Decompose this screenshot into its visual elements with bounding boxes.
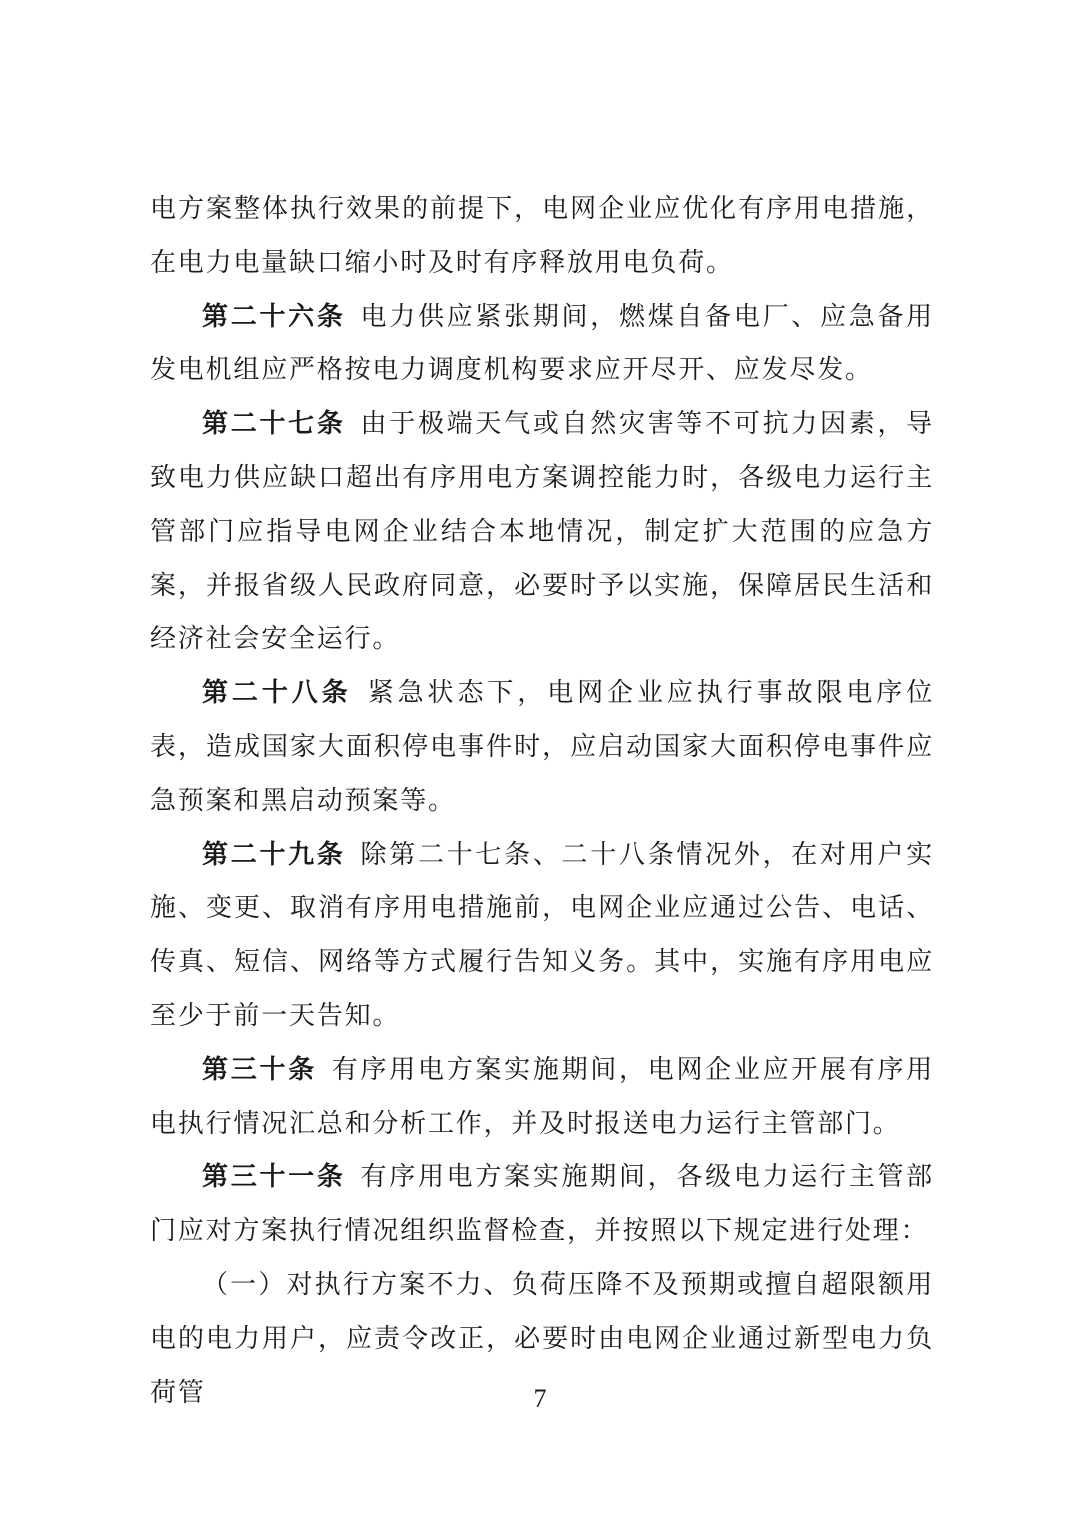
- article-30: [150, 1044, 934, 1152]
- article-heading: 第三十条: [202, 1054, 317, 1085]
- paragraph-text: 电力供应紧张期间，燃煤自备电厂、应急备用发电机组应严格按电力调度机构要求应开尽开、应发尽发。: [150, 301, 934, 386]
- article-heading: 第二十六条: [202, 301, 346, 332]
- article-29: [150, 829, 934, 1044]
- document-body: [150, 183, 934, 1420]
- page-number: 7: [533, 1384, 547, 1413]
- paragraph-continued: [150, 183, 934, 291]
- paragraph-text: 紧急状态下，电网企业应执行事故限电序位表，造成国家大面积停电事件时，应启动国家大面积停电事件应急预案和黑启动预案等。: [150, 678, 934, 816]
- paragraph-text: （一）对执行方案不力、负荷压降不及预期或擅自超限额用电的电力用户，应责令改正，必要时由电网企业通过新型电力负荷管: [150, 1269, 934, 1408]
- article-31: [150, 1151, 934, 1259]
- paragraph-text: 电方案整体执行效果的前提下，电网企业应优化有序用电措施，在电力电量缺口缩小时及时有序释放用电负荷。: [150, 194, 934, 278]
- paragraph-text: 有序用电方案实施期间，电网企业应开展有序用电执行情况汇总和分析工作，并及时报送电力运行主管部门。: [150, 1054, 934, 1139]
- article-heading: 第二十九条: [202, 839, 346, 870]
- article-heading: 第二十七条: [202, 409, 346, 440]
- article-heading: 第三十一条: [202, 1162, 346, 1193]
- article-26: [150, 291, 934, 399]
- paragraph-text: 除第二十七条、二十八条情况外，在对用户实施、变更、取消有序用电措施前，电网企业应通过公告、电话、传真、短信、网络等方式履行告知义务。其中，实施有序用电应至少于前一天告知。: [150, 839, 934, 1031]
- article-28: [150, 667, 934, 828]
- article-27: [150, 398, 934, 667]
- paragraph-text: 由于极端天气或自然灾害等不可抗力因素，导致电力供应缺口超出有序用电方案调控能力时，各级电力运行主管部门应指导电网企业结合本地情况，制定扩大范围的应急方案，并报省级人民政府同意，必要时予以实施，保障居民生活和经济社会安全运行。: [150, 409, 934, 655]
- article-heading: 第二十八条: [202, 678, 352, 709]
- paragraph-text: 有序用电方案实施期间，各级电力运行主管部门应对方案执行情况组织监督检查，并按照以下规定进行处理：: [150, 1162, 934, 1247]
